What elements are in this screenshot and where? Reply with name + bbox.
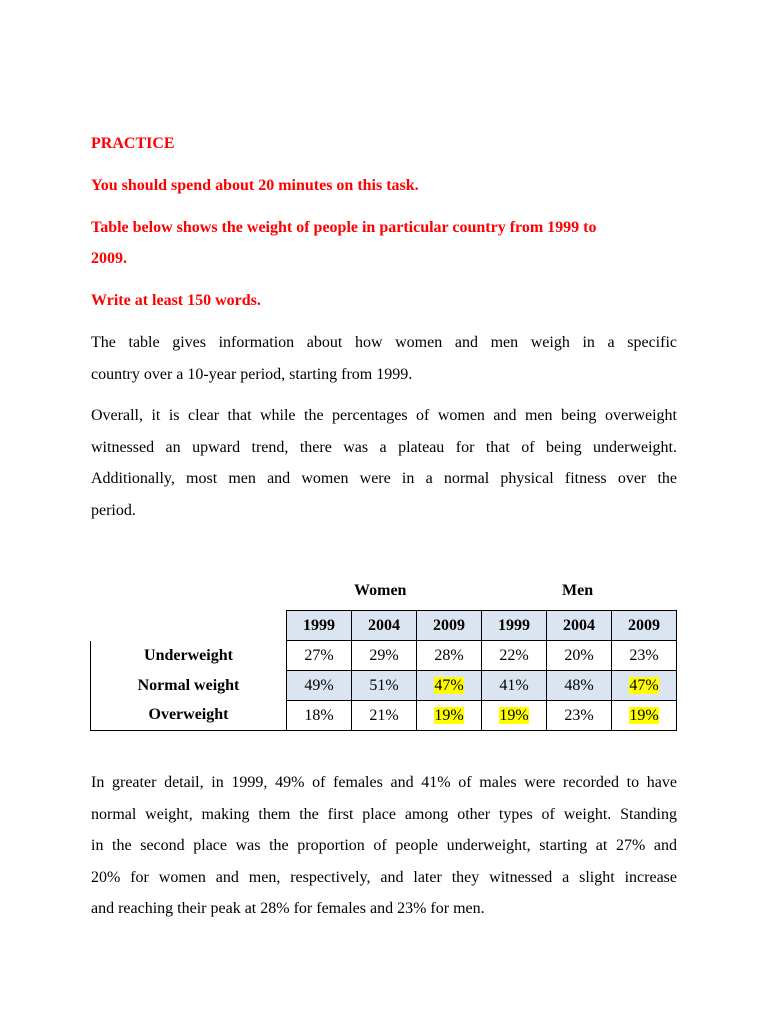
table-cell: 18% [287,701,352,731]
table-header-row [91,611,677,641]
overview-line: Overall, it is clear that while the percentages of women and men being overweight [91,407,677,424]
table-cell [417,671,482,701]
table-cell: 20% [547,641,612,671]
intro-line: The table gives information about how women and men weigh in a specific [91,334,677,351]
row-label: Normal weight [91,671,287,701]
table-cell: 21% [352,701,417,731]
year-header: 2004 [352,611,417,641]
table-cell: 49% [287,671,352,701]
table-cell: 29% [352,641,417,671]
task-description-line2: 2009. [91,250,127,267]
women-group-header: Women [354,582,407,599]
table-row [91,671,677,701]
men-group-header: Men [562,582,594,599]
row-label: Overweight [91,701,287,731]
detail-line: 20% for women and men, respectively, and later they witnessed a slight increase [91,868,677,886]
highlighted-value: 47% [629,676,659,694]
year-header: 1999 [482,611,547,641]
intro-line: country over a 10-year period, starting from 1999. [91,365,413,383]
row-label: Underweight [91,641,287,671]
detail-line: in the second place was the proportion of people underweight, starting at 27% and [91,837,677,854]
highlighted-value: 47% [434,676,464,694]
table-cell: 28% [417,641,482,671]
year-header: 2009 [417,611,482,641]
weight-table [90,610,677,731]
table-cell [482,701,547,731]
table-cell: 48% [547,671,612,701]
time-instruction: You should spend about 20 minutes on this task. [91,177,419,194]
table-cell [612,701,677,731]
practice-heading: PRACTICE [91,135,175,152]
overview-line: Additionally, most men and women were in a normal physical fitness over the [91,470,677,487]
highlighted-value: 19% [499,706,529,724]
highlighted-value: 19% [629,706,659,724]
table-cell: 51% [352,671,417,701]
overview-line: period. [91,501,136,519]
year-header: 1999 [287,611,352,641]
overview-line: witnessed an upward trend, there was a plateau for that of being underweight. [91,438,677,456]
table-row [91,641,677,671]
table-cell [612,671,677,701]
year-header: 2009 [612,611,677,641]
detail-line: normal weight, making them the first place among other types of weight. Standing [91,805,677,823]
task-description-line1: Table below shows the weight of people in particular country from 1999 to [91,219,597,236]
year-header: 2004 [547,611,612,641]
intro-paragraph [91,327,677,390]
table-cell: 22% [482,641,547,671]
table-cell: 41% [482,671,547,701]
table-cell: 23% [547,701,612,731]
detail-line: In greater detail, in 1999, 49% of females and 41% of males were recorded to have [91,774,677,791]
detail-line: and reaching their peak at 28% for females and 23% for men. [91,900,485,917]
table-cell [417,701,482,731]
table-row [91,701,677,731]
word-count-instruction: Write at least 150 words. [91,292,261,309]
table-corner [91,611,287,641]
overview-paragraph [91,400,677,526]
table-cell: 23% [612,641,677,671]
table-cell: 27% [287,641,352,671]
detail-paragraph [91,767,677,925]
highlighted-value: 19% [434,706,464,724]
